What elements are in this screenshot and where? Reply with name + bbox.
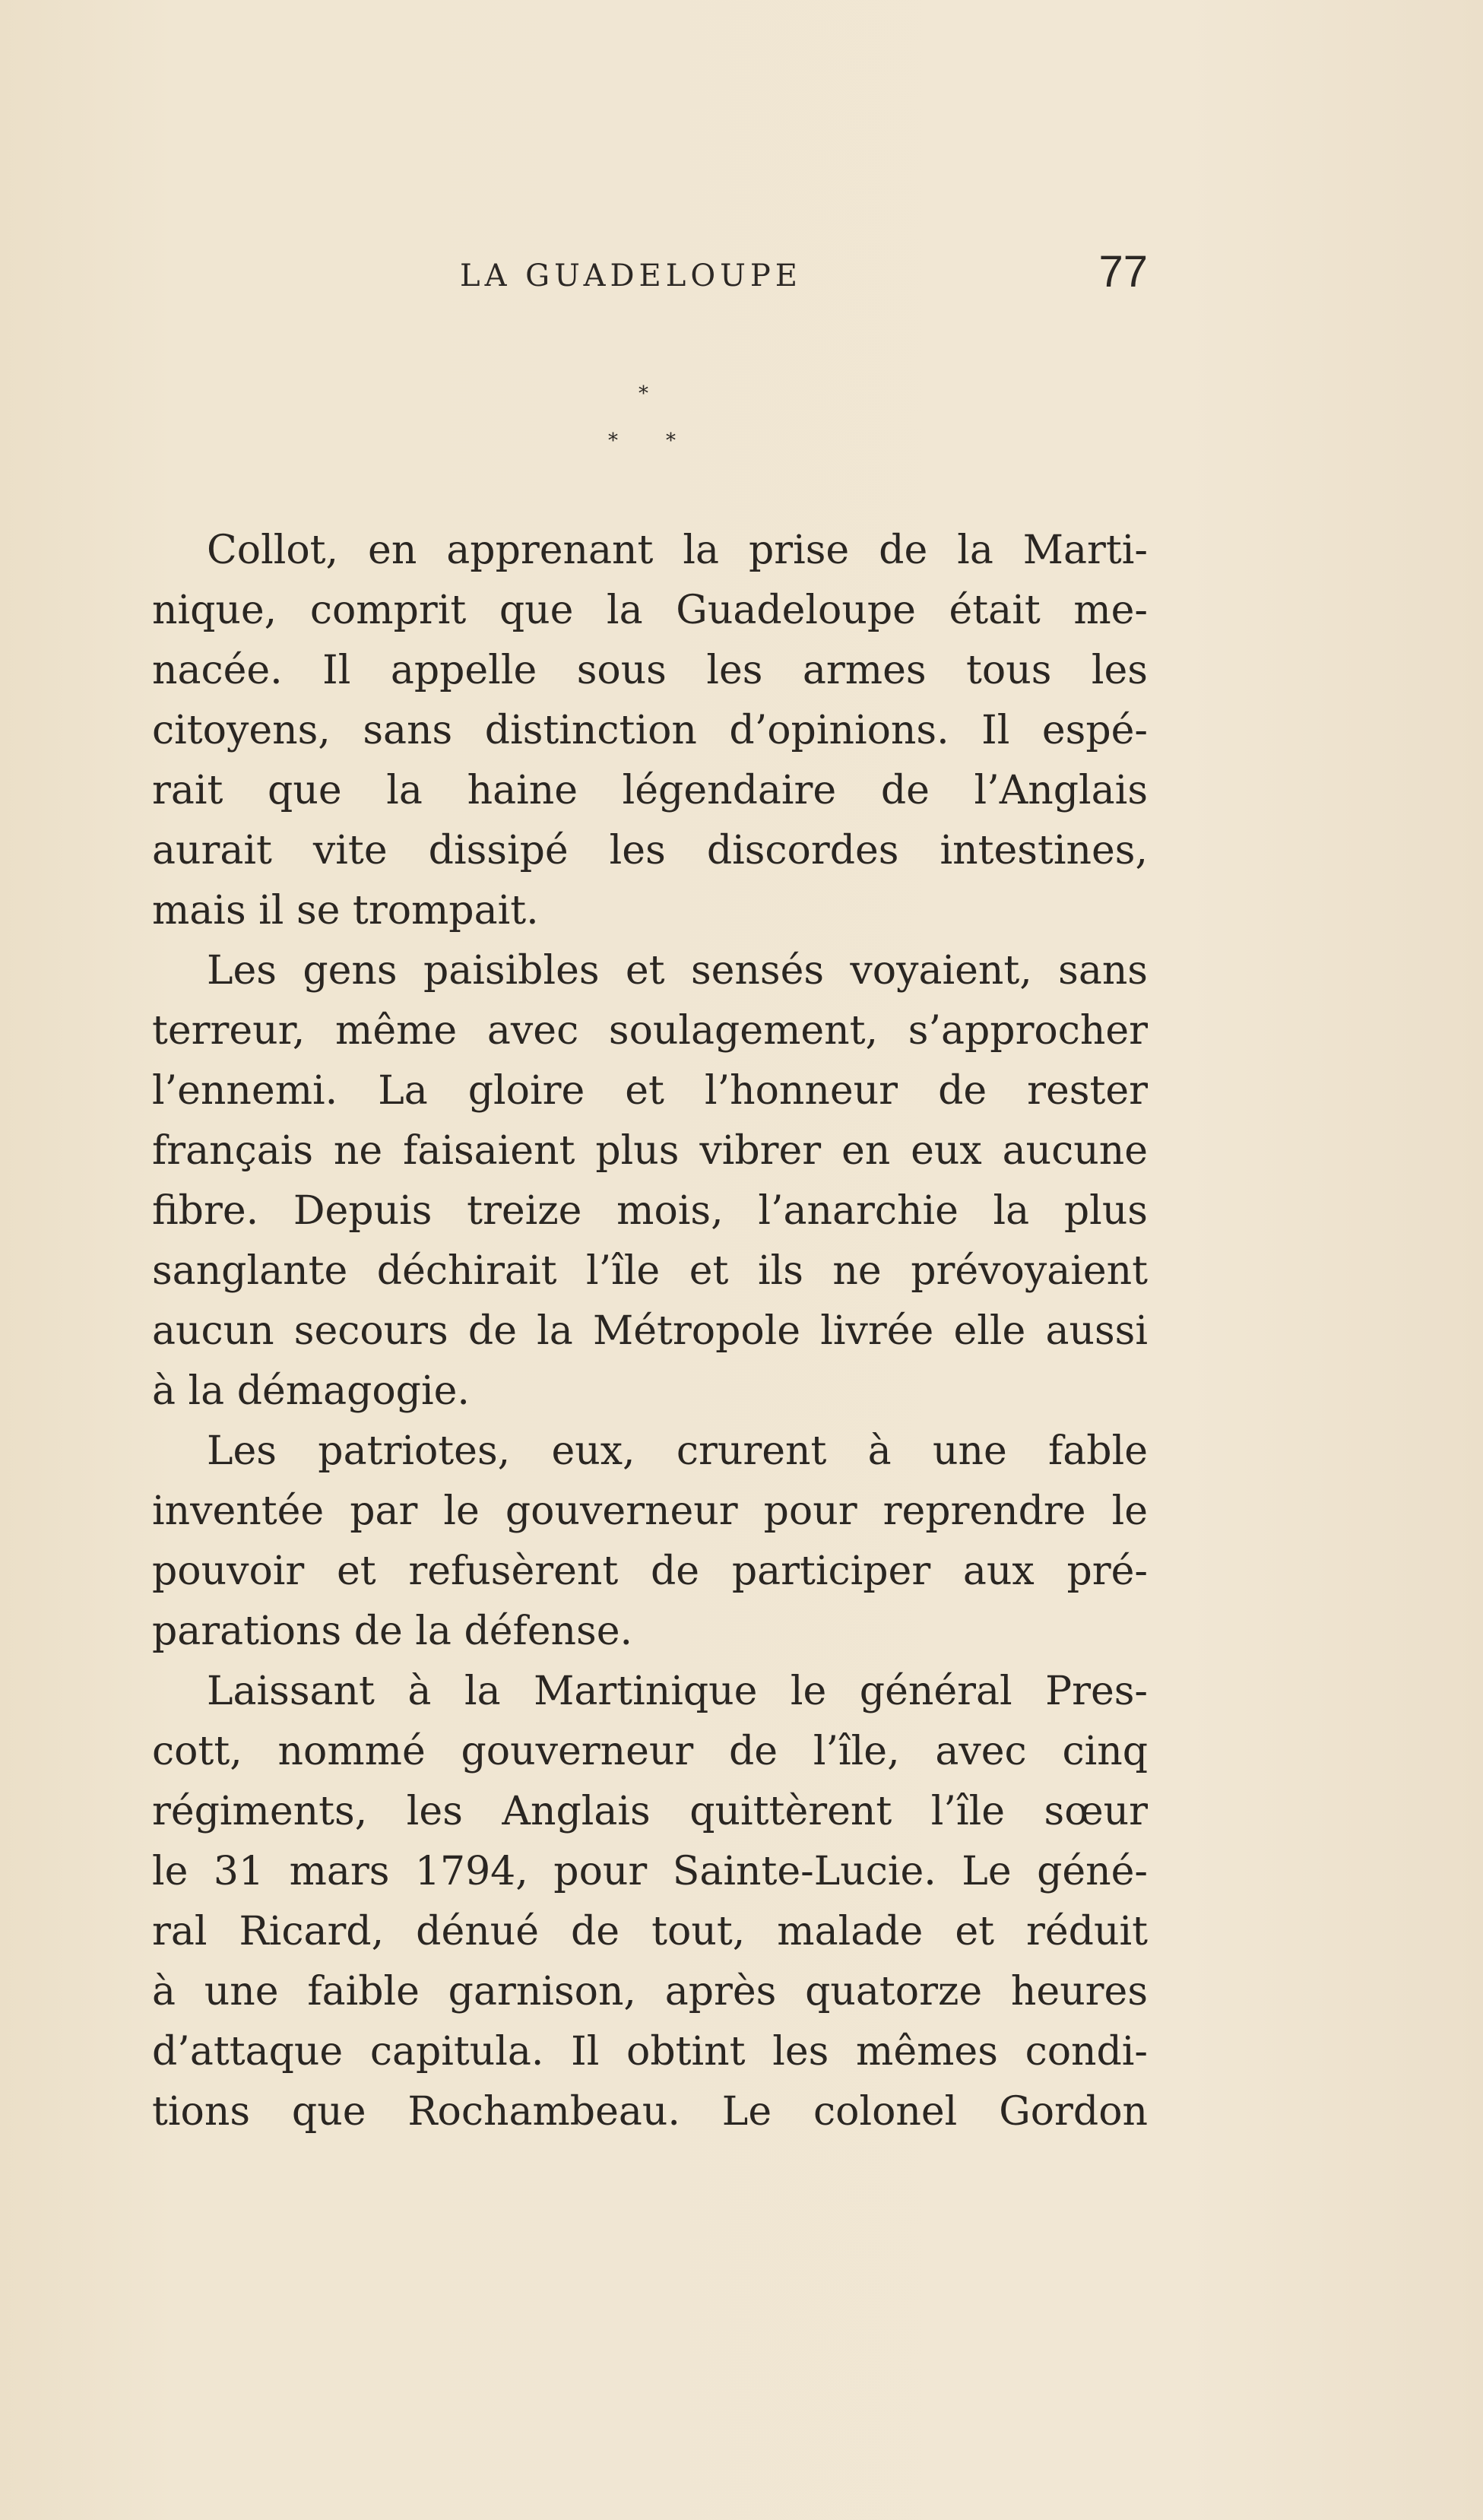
- text-line: terreur, même avec soulagement, s’approcher: [152, 1008, 1148, 1054]
- text-line: nacée. Il appelle sous les armes tous les: [152, 648, 1148, 693]
- asterism-star-left: *: [608, 430, 618, 452]
- text-line: rait que la haine légendaire de l’Anglais: [152, 768, 1148, 813]
- asterism-star-right: *: [666, 430, 676, 452]
- running-head: [152, 247, 1148, 296]
- text-line: sanglante déchirait l’île et ils ne prévoyaient: [152, 1248, 1148, 1294]
- text-line: régiments, les Anglais quittèrent l’île sœur: [152, 1789, 1148, 1834]
- running-title: LA GUADELOUPE: [460, 258, 802, 293]
- text-line: ral Ricard, dénué de tout, malade et réduit: [152, 1909, 1148, 1954]
- paragraph: [152, 521, 1148, 941]
- text-line: nique, comprit que la Guadeloupe était me-: [152, 588, 1148, 633]
- text-line: mais il se trompait.: [152, 888, 539, 934]
- text-line: Laissant à la Martinique le général Pres-: [207, 1669, 1148, 1714]
- text-line: tions que Rochambeau. Le colonel Gordon: [152, 2089, 1148, 2135]
- text-line: Les gens paisibles et sensés voyaient, sans: [207, 948, 1148, 994]
- asterism-star-top: *: [639, 382, 648, 405]
- body-text: [152, 521, 1148, 2142]
- paragraph: [152, 1422, 1148, 1662]
- text-line: aurait vite dissipé les discordes intestines,: [152, 828, 1148, 873]
- text-line: Les patriotes, eux, crurent à une fable: [207, 1428, 1148, 1474]
- text-line: d’attaque capitula. Il obtint les mêmes condi-: [152, 2029, 1148, 2075]
- text-line: à une faible garnison, après quatorze heures: [152, 1969, 1148, 2014]
- asterism-section-break: [608, 384, 684, 468]
- text-line: citoyens, sans distinction d’opinions. Il espé-: [152, 708, 1148, 753]
- text-line: l’ennemi. La gloire et l’honneur de rester: [152, 1068, 1148, 1114]
- text-line: le 31 mars 1794, pour Sainte-Lucie. Le géné-: [152, 1849, 1148, 1894]
- text-line: aucun secours de la Métropole livrée elle aussi: [152, 1308, 1148, 1354]
- text-line: cott, nommé gouverneur de l’île, avec cinq: [152, 1729, 1148, 1774]
- page-number: 77: [1098, 247, 1148, 296]
- text-line: français ne faisaient plus vibrer en eux aucune: [152, 1128, 1148, 1174]
- text-line: parations de la défense.: [152, 1609, 632, 1654]
- text-line: pouvoir et refusèrent de participer aux pré-: [152, 1548, 1148, 1594]
- text-line: fibre. Depuis treize mois, l’anarchie la plus: [152, 1188, 1148, 1234]
- text-line: Collot, en apprenant la prise de la Marti-: [207, 528, 1148, 573]
- paragraph: [152, 1662, 1148, 2142]
- paragraph: [152, 941, 1148, 1422]
- text-line: à la démagogie.: [152, 1368, 470, 1414]
- text-line: inventée par le gouverneur pour reprendre le: [152, 1488, 1148, 1534]
